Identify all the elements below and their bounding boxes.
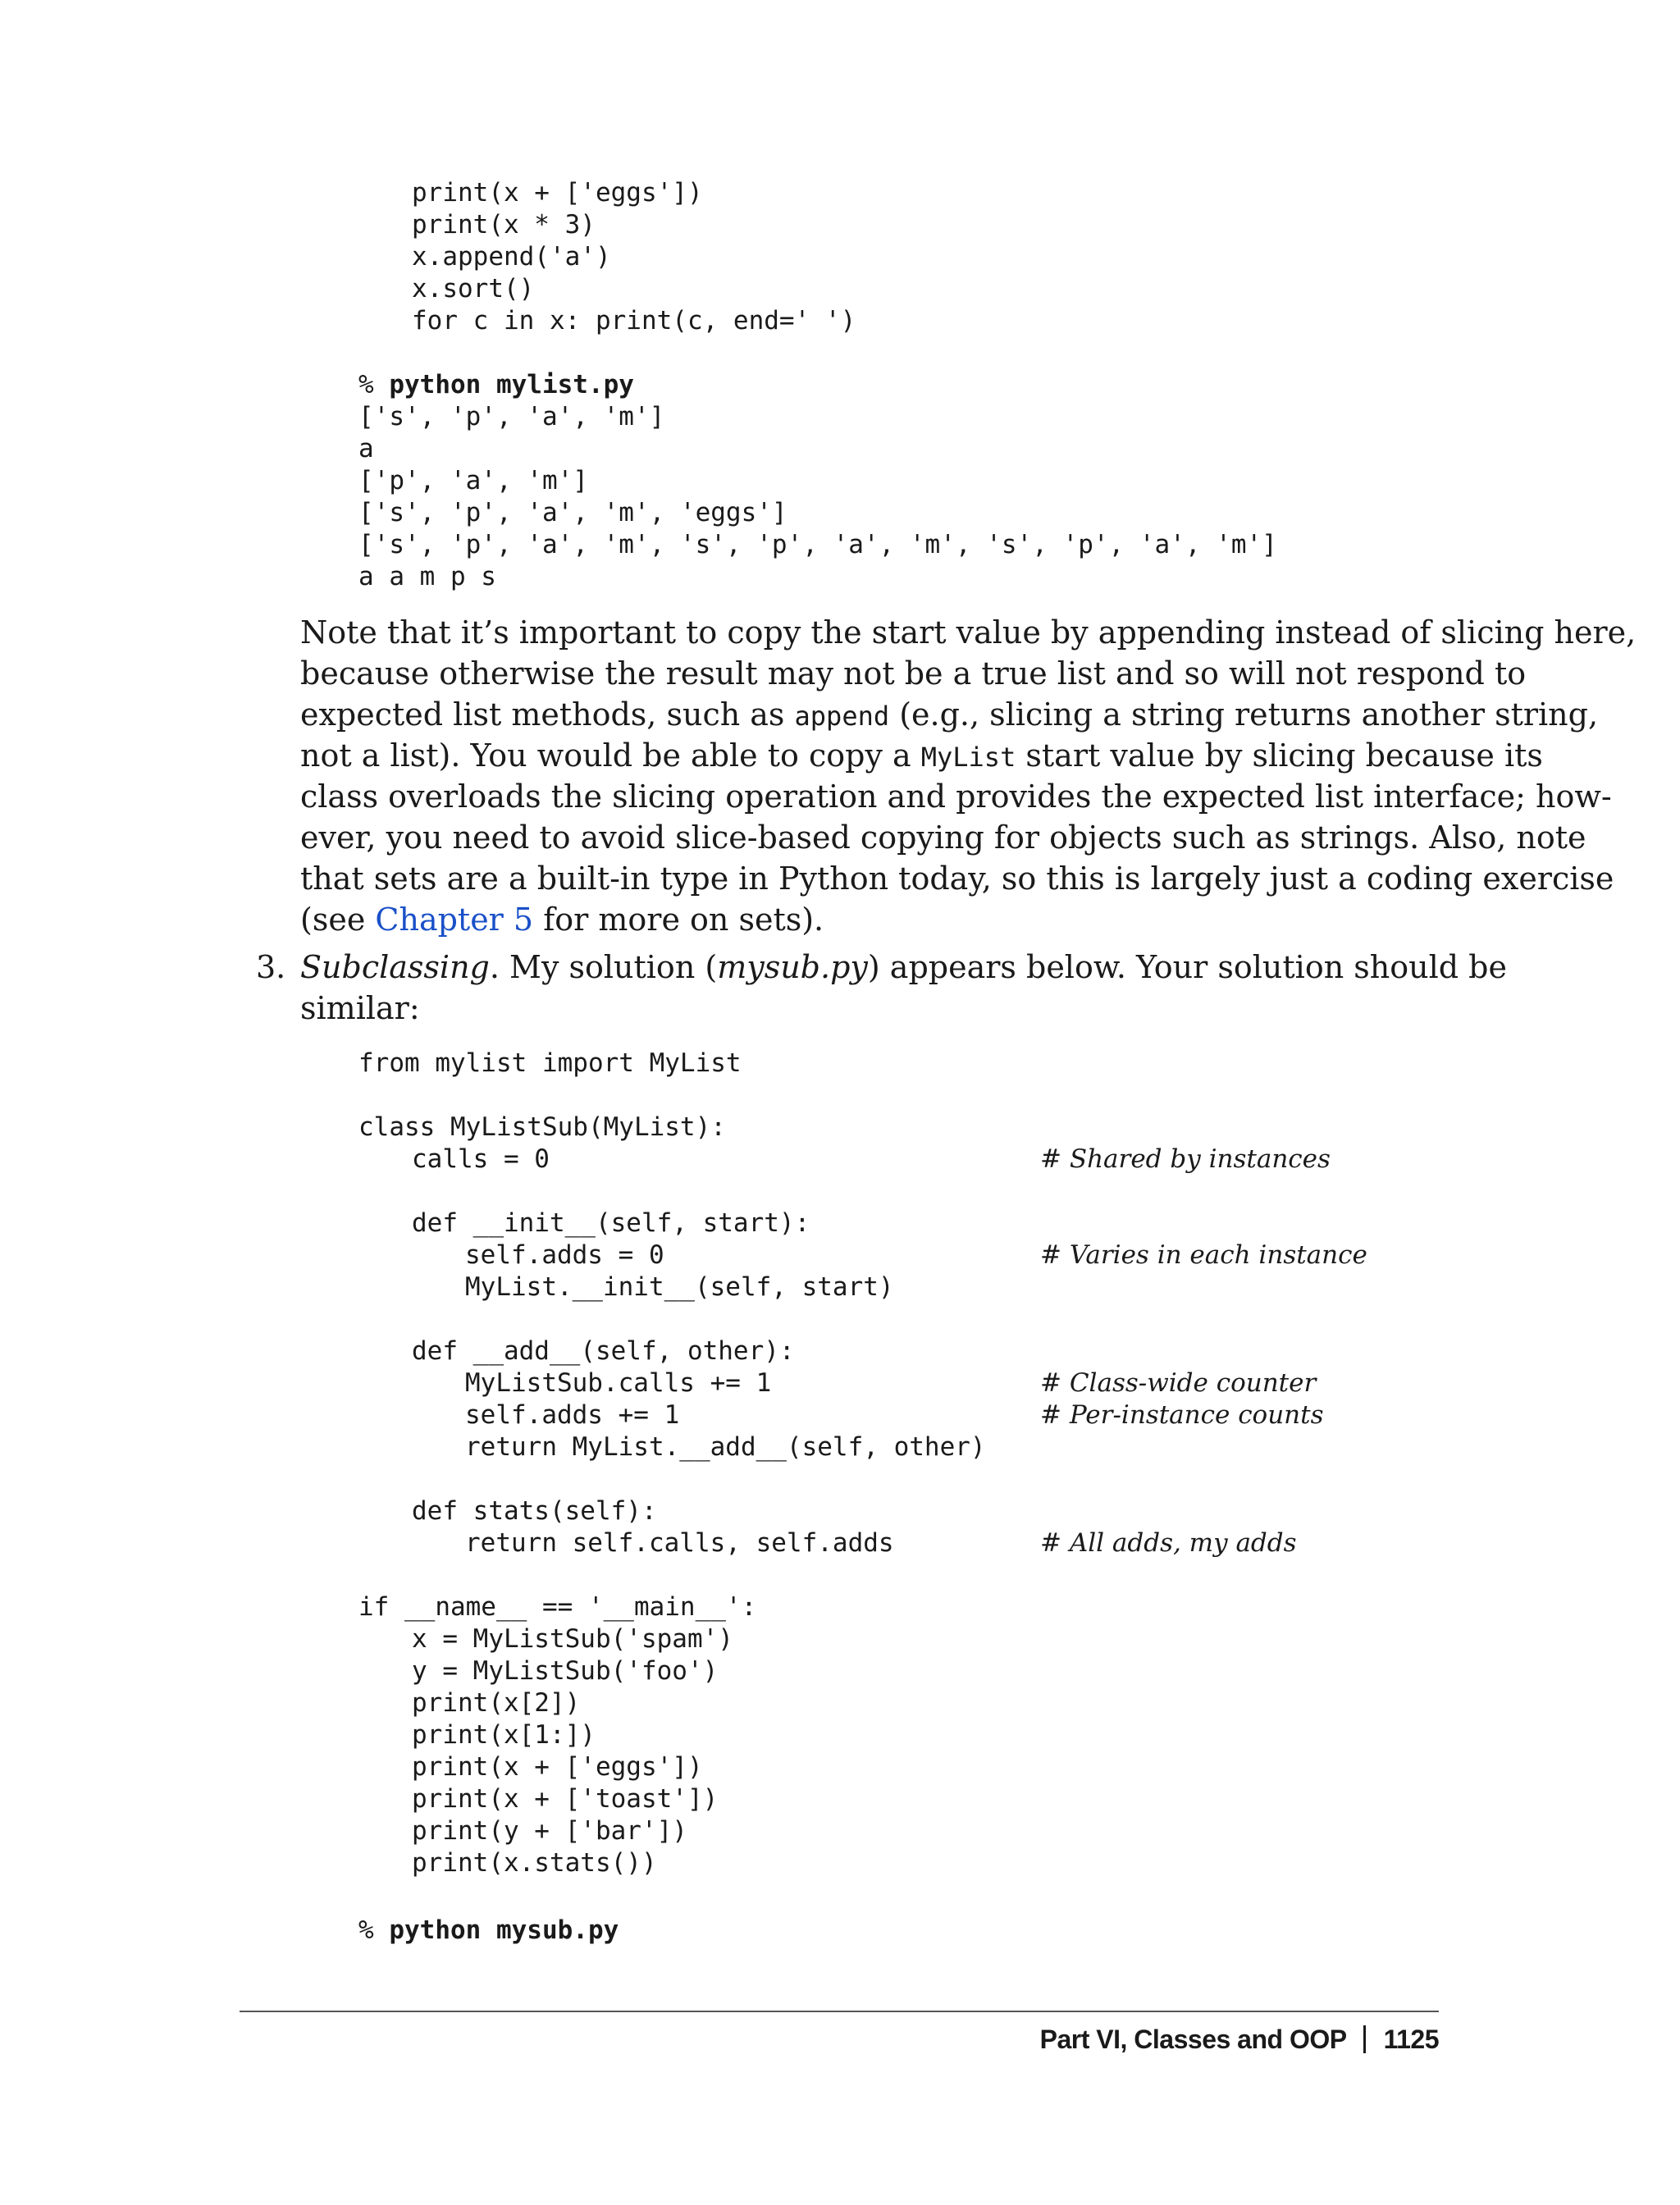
paragraph-line: that sets are a built-in type in Python today, so this is largely just a coding exercise (300, 861, 1614, 897)
code-line (0, 1239, 1680, 1271)
code-text: return self.calls, self.adds (465, 1528, 894, 1558)
item-3-paragraph (300, 947, 1507, 1029)
code-line (0, 1208, 1680, 1239)
page-number: 1125 (1383, 2025, 1439, 2054)
code-line (0, 1655, 1680, 1687)
paragraph-line (300, 735, 1543, 776)
code-text: self.adds += 1 (465, 1400, 680, 1430)
text-run: (see (300, 902, 376, 938)
shell-prompt: % (358, 1915, 390, 1945)
code-text: print(x * 3) (412, 210, 596, 240)
paragraph-line (300, 899, 1439, 940)
file-name: mysub.py (717, 949, 868, 985)
paragraph-line (300, 694, 1599, 735)
note-paragraph (300, 612, 1637, 940)
list-item-number: 3. (256, 949, 286, 985)
code-blank-line (0, 1559, 1680, 1591)
code-line (0, 209, 1680, 241)
code-text: print(x + ['eggs']) (412, 178, 703, 208)
paragraph-line: class overloads the slicing operation and provides the expected list interface; how- (300, 778, 1612, 815)
code-line (0, 1495, 1680, 1527)
code-line (0, 1719, 1680, 1751)
code-line (0, 1527, 1680, 1559)
code-comment: # All adds, my adds (1040, 1528, 1297, 1558)
paragraph-line: Note that it’s important to copy the start value by appending instead of slicing here, (300, 614, 1637, 651)
text-run: start value by slicing because its (1016, 737, 1543, 774)
output-text: ['p', 'a', 'm'] (358, 466, 588, 495)
text-run: ) appears below. Your solution should be (867, 949, 1507, 985)
paragraph-line: because otherwise the result may not be a true list and so will not respond to (300, 655, 1527, 692)
code-line (0, 1847, 1680, 1879)
code-line (0, 241, 1680, 273)
text-run: not a list). You would be able to copy a (300, 737, 921, 774)
code-text: print(x[2]) (412, 1688, 581, 1718)
code-line (0, 1815, 1680, 1847)
paragraph-line: ever, you need to avoid slice-based copying for objects such as strings. Also, note (300, 819, 1586, 856)
output-line (0, 529, 1680, 561)
code-text: print(y + ['bar']) (412, 1816, 687, 1846)
chapter-5-link[interactable]: Chapter 5 (375, 902, 534, 938)
output-line (0, 497, 1680, 529)
code-blank-line (0, 1176, 1680, 1208)
footer-section-title: Part VI, Classes and OOP (1039, 2025, 1347, 2054)
code-line (0, 1367, 1680, 1399)
shell-command: python mylist.py (389, 370, 634, 399)
code-line (0, 1399, 1680, 1431)
output-line (0, 561, 1680, 593)
code-comment: # Per-instance counts (1040, 1400, 1324, 1430)
code-text: print(x.stats()) (412, 1848, 657, 1878)
code-text: return MyList.__add__(self, other) (465, 1432, 986, 1462)
output-line (0, 433, 1680, 465)
paragraph-line (300, 947, 1507, 988)
code-text: x.sort() (412, 274, 535, 304)
output-text: a (358, 434, 374, 463)
code-line (0, 1335, 1680, 1367)
output-text: ['s', 'p', 'a', 'm', 's', 'p', 'a', 'm', 's', 'p', 'a', 'm'] (358, 530, 1277, 559)
code-text: if __name__ == '__main__': (358, 1592, 757, 1622)
code-text: print(x[1:]) (412, 1720, 596, 1750)
running-footer (1040, 2023, 1439, 2056)
paragraph-line: similar: (300, 990, 420, 1026)
code-line (0, 1112, 1680, 1144)
code-line (0, 177, 1680, 209)
code-line (0, 305, 1680, 337)
code-text: MyListSub.calls += 1 (465, 1368, 772, 1398)
code-text: print(x + ['eggs']) (412, 1752, 703, 1782)
item-title: Subclassing (300, 949, 490, 985)
text-run: . My solution ( (489, 949, 718, 985)
code-line (0, 1591, 1680, 1623)
code-line (0, 1048, 1680, 1080)
code-text: y = MyListSub('foo') (412, 1656, 719, 1686)
code-text: for c in x: print(c, end=' ') (412, 306, 856, 336)
output-line (0, 465, 1680, 497)
command-line-mylist (358, 369, 634, 401)
code-text: x = MyListSub('spam') (412, 1624, 733, 1654)
footer-separator (1363, 2025, 1366, 2053)
code-text: MyList.__init__(self, start) (465, 1272, 894, 1302)
output-text: ['s', 'p', 'a', 'm'] (358, 402, 665, 431)
shell-prompt: % (358, 370, 390, 399)
inline-code-append: append (794, 701, 890, 732)
code-line (0, 1687, 1680, 1719)
code-line (0, 273, 1680, 305)
code-comment: # Varies in each instance (1040, 1240, 1367, 1270)
output-text: ['s', 'p', 'a', 'm', 'eggs'] (358, 498, 788, 527)
code-line (0, 1271, 1680, 1303)
code-text: x.append('a') (412, 242, 611, 272)
code-comment: # Class-wide counter (1040, 1368, 1317, 1398)
text-run: for more on sets). (533, 902, 824, 938)
code-text: self.adds = 0 (465, 1240, 664, 1270)
code-blank-line (0, 1080, 1680, 1112)
command-line-mysub (358, 1915, 619, 1947)
code-blank-line (0, 1463, 1680, 1495)
output-text: a a m p s (358, 562, 496, 591)
code-text: def __init__(self, start): (412, 1208, 810, 1238)
code-text: print(x + ['toast']) (412, 1784, 719, 1814)
code-text: from mylist import MyList (358, 1048, 742, 1078)
code-comment: # Shared by instances (1040, 1144, 1331, 1174)
code-text: class MyListSub(MyList): (358, 1112, 726, 1142)
text-run: expected list methods, such as (300, 696, 795, 733)
code-line (0, 1431, 1680, 1463)
inline-code-mylist: MyList (920, 742, 1016, 773)
code-line (0, 1144, 1680, 1176)
output-line (0, 401, 1680, 433)
code-blank-line (0, 1303, 1680, 1335)
code-line (0, 1751, 1680, 1783)
footer-rule (240, 2011, 1439, 2012)
code-text: def stats(self): (412, 1496, 657, 1526)
code-text: def __add__(self, other): (412, 1336, 795, 1366)
code-line (0, 1623, 1680, 1655)
shell-command: python mysub.py (389, 1915, 619, 1945)
text-run: (e.g., slicing a string returns another string, (889, 696, 1599, 733)
code-line (0, 1783, 1680, 1815)
code-text: calls = 0 (412, 1144, 550, 1174)
